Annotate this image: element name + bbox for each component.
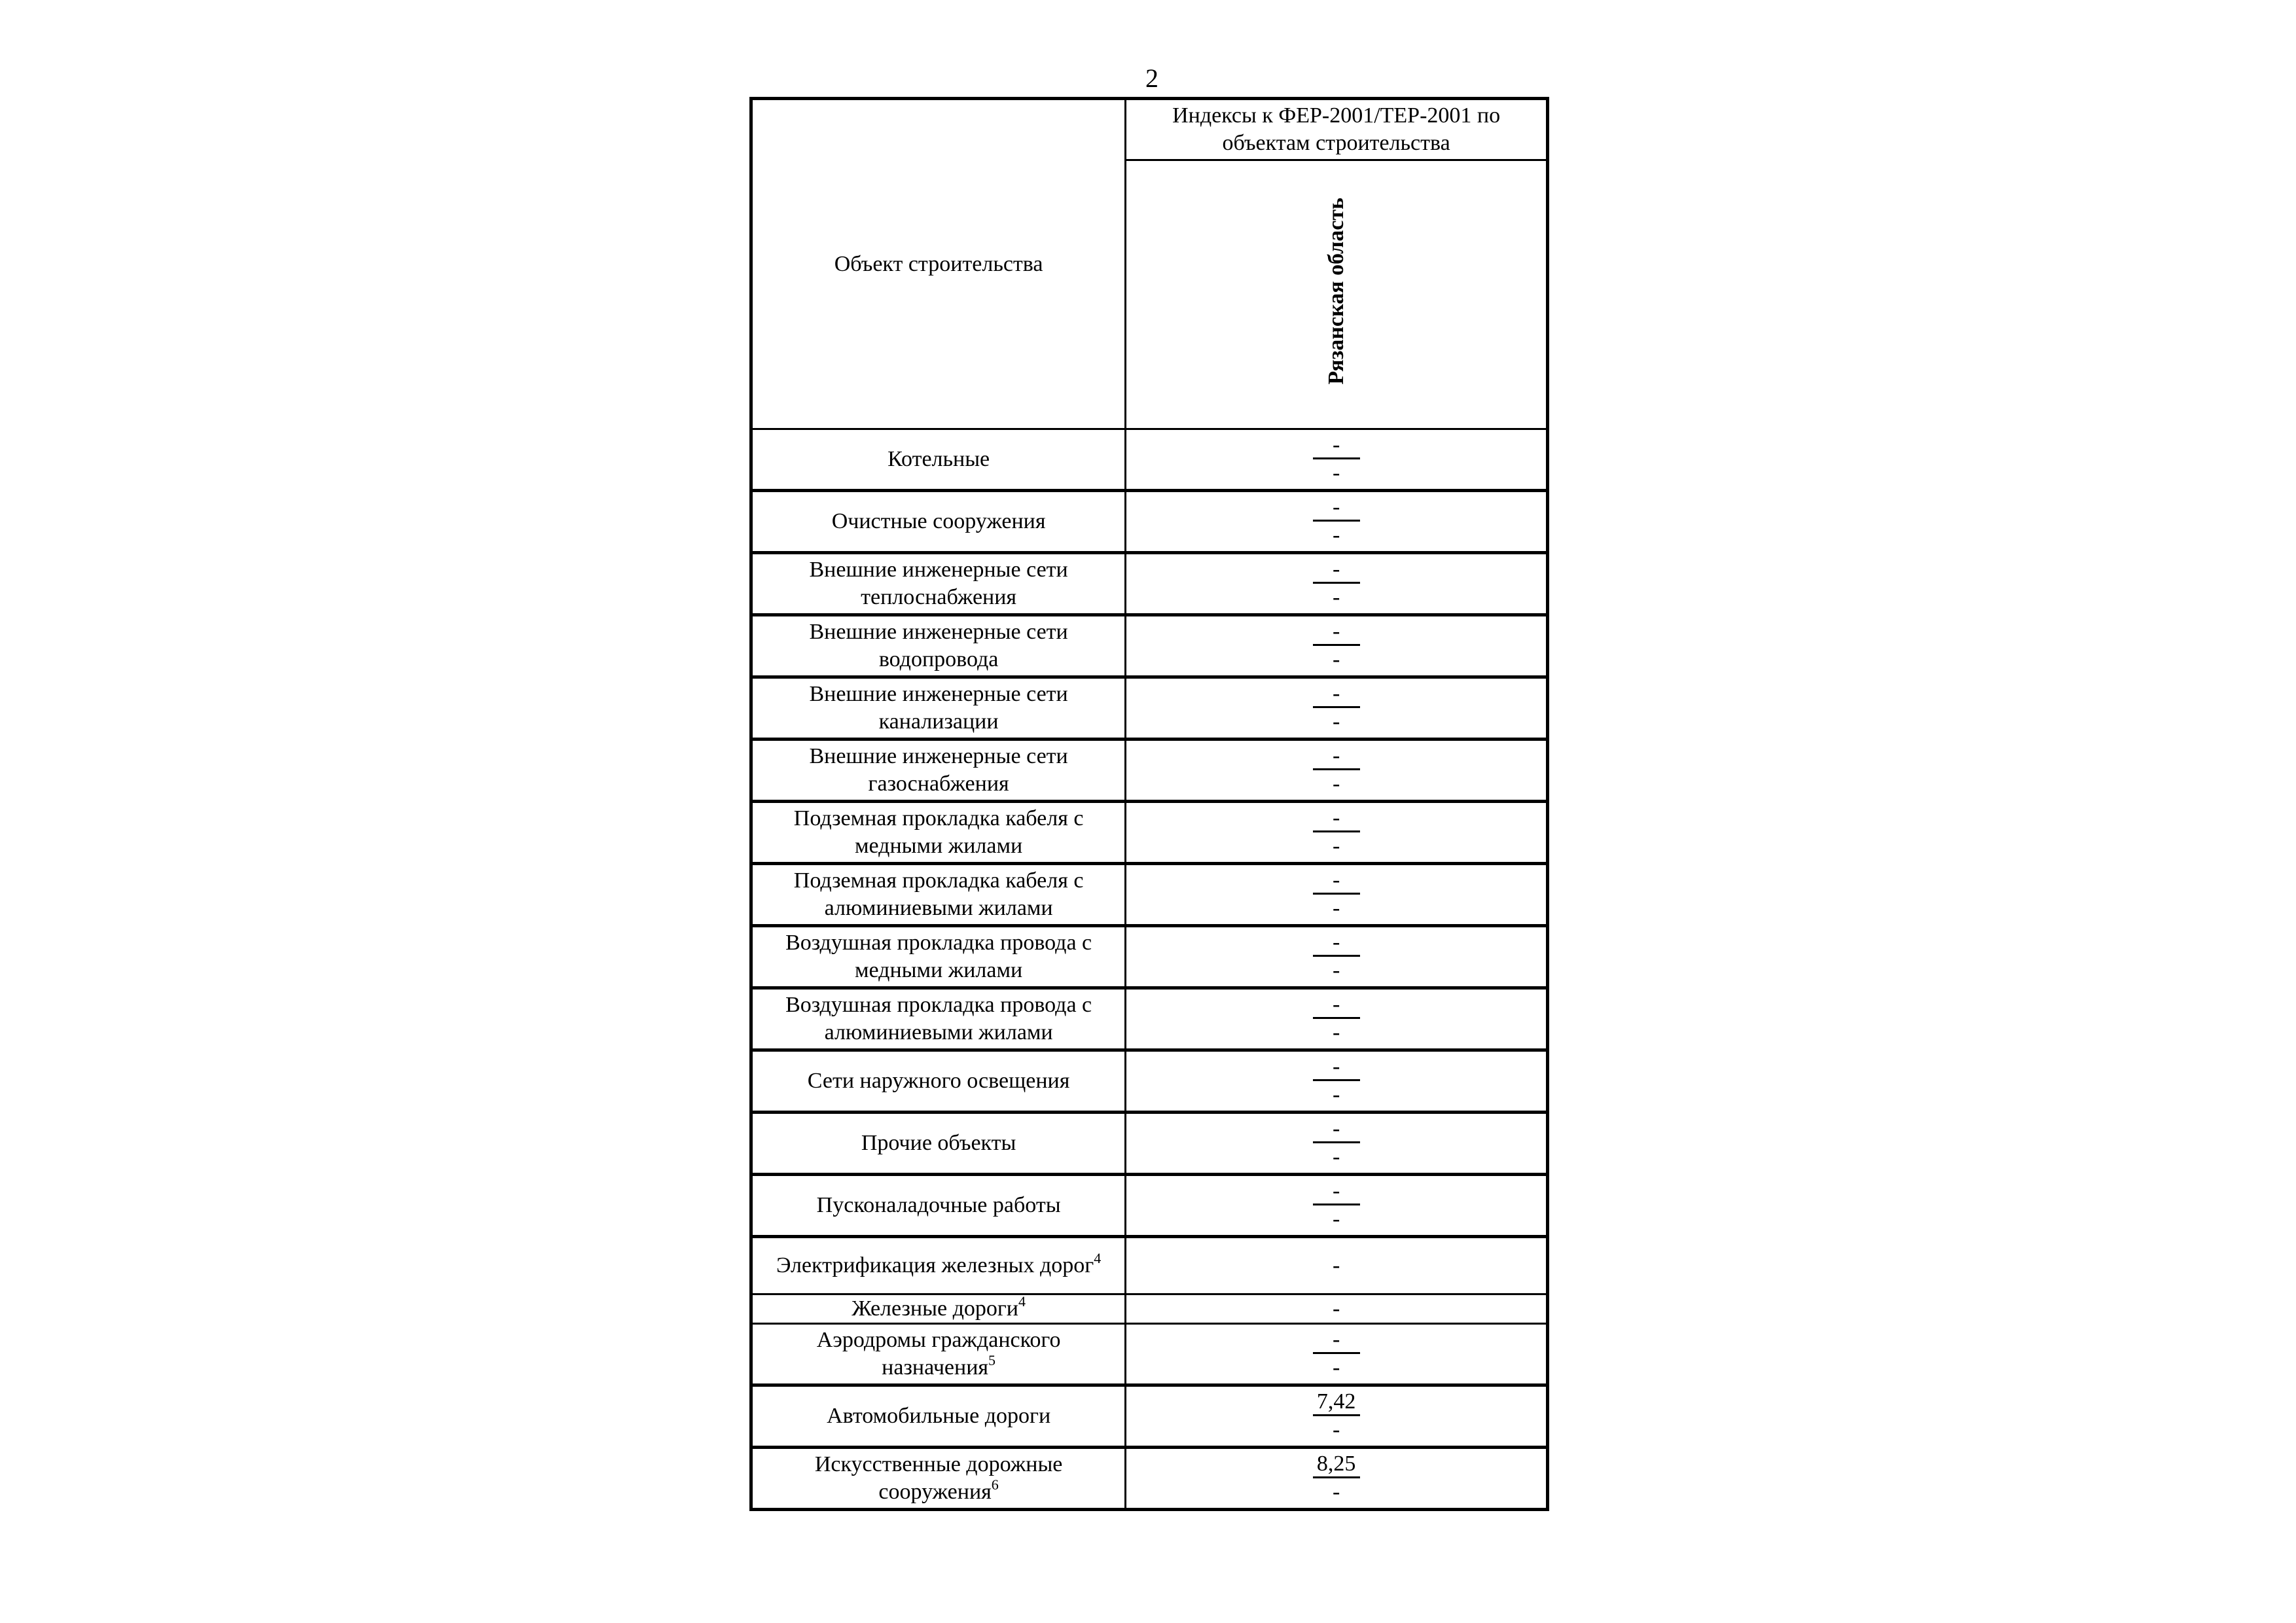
page-number: 2	[1145, 63, 1158, 93]
footnote-marker: 4	[1018, 1293, 1026, 1310]
index-fraction	[1313, 1179, 1360, 1233]
index-numerator: -	[1313, 806, 1360, 832]
index-fraction	[1313, 868, 1360, 922]
index-fraction	[1313, 495, 1360, 549]
index-value-cell	[1126, 1448, 1548, 1510]
table-row	[751, 1448, 1548, 1510]
object-name-cell	[751, 1113, 1126, 1175]
index-value-cell	[1126, 615, 1548, 677]
index-value: -	[1332, 1253, 1340, 1277]
index-fraction	[1313, 1452, 1360, 1506]
index-numerator: 8,25	[1313, 1452, 1360, 1478]
table-row	[751, 1324, 1548, 1385]
object-name-cell	[751, 553, 1126, 615]
index-value-cell	[1126, 491, 1548, 553]
index-value-cell	[1126, 429, 1548, 491]
table-row	[751, 677, 1548, 740]
index-denominator: -	[1332, 895, 1340, 920]
index-value-cell	[1126, 740, 1548, 802]
object-name: Воздушная прокладка провода с медными жилами	[785, 931, 1092, 982]
footnote-marker: 4	[1094, 1250, 1102, 1266]
index-denominator: -	[1332, 1417, 1340, 1442]
index-value-cell	[1126, 1385, 1548, 1448]
object-name-cell	[751, 1050, 1126, 1113]
table-row	[751, 1113, 1548, 1175]
object-name: Котельные	[888, 447, 990, 471]
index-numerator: -	[1313, 557, 1360, 584]
index-numerator: -	[1313, 433, 1360, 459]
index-fraction	[1313, 930, 1360, 984]
index-value-cell	[1126, 1324, 1548, 1385]
index-fraction	[1313, 681, 1360, 736]
object-name-cell	[751, 491, 1126, 553]
table-row	[751, 1294, 1548, 1324]
index-numerator: -	[1313, 1179, 1360, 1205]
index-denominator: -	[1332, 1144, 1340, 1169]
index-denominator: -	[1332, 460, 1340, 485]
table-row	[751, 740, 1548, 802]
index-value-cell	[1126, 802, 1548, 864]
index-fraction	[1313, 743, 1360, 798]
object-name-cell	[751, 429, 1126, 491]
object-name: Электрификация железных дорог	[776, 1253, 1094, 1277]
object-name-cell	[751, 615, 1126, 677]
index-value-cell	[1126, 1294, 1548, 1324]
table-row	[751, 1237, 1548, 1294]
object-name-cell	[751, 1448, 1126, 1510]
object-name: Внешние инженерные сети канализации	[809, 682, 1068, 734]
index-denominator: -	[1332, 522, 1340, 547]
table-row	[751, 1175, 1548, 1237]
index-numerator: -	[1313, 992, 1360, 1019]
index-value: -	[1332, 1296, 1340, 1321]
region-label: Рязанская область	[1323, 197, 1348, 385]
index-denominator: -	[1332, 771, 1340, 796]
table-row	[751, 615, 1548, 677]
index-value-cell	[1126, 864, 1548, 926]
index-numerator: 7,42	[1313, 1389, 1360, 1416]
table-header	[751, 99, 1548, 429]
object-name: Пусконаладочные работы	[816, 1193, 1061, 1217]
index-value-cell	[1126, 1113, 1548, 1175]
table-row	[751, 1385, 1548, 1448]
table-row	[751, 864, 1548, 926]
object-name-cell	[751, 1385, 1126, 1448]
object-name-cell	[751, 926, 1126, 988]
index-denominator: -	[1332, 647, 1340, 671]
index-denominator: -	[1332, 1479, 1340, 1504]
index-numerator: -	[1313, 1116, 1360, 1143]
index-fraction	[1313, 806, 1360, 860]
index-value-cell	[1126, 1050, 1548, 1113]
index-denominator: -	[1332, 957, 1340, 982]
index-fraction	[1313, 619, 1360, 673]
object-name: Автомобильные дороги	[827, 1404, 1051, 1428]
index-value-cell	[1126, 1237, 1548, 1294]
object-name-cell	[751, 802, 1126, 864]
table-body	[751, 429, 1548, 1510]
footnote-marker: 5	[988, 1352, 996, 1368]
index-denominator: -	[1332, 1355, 1340, 1380]
object-name: Подземная прокладка кабеля с алюминиевыми жилами	[793, 868, 1084, 920]
index-value-cell	[1126, 988, 1548, 1050]
table-row	[751, 926, 1548, 988]
index-numerator: -	[1313, 1327, 1360, 1354]
index-denominator: -	[1332, 1082, 1340, 1107]
index-group-header: Индексы к ФЕР-2001/ТЕР-2001 по объектам строительства	[1126, 99, 1548, 160]
object-name-cell	[751, 864, 1126, 926]
table-row	[751, 988, 1548, 1050]
object-name: Очистные сооружения	[831, 509, 1046, 533]
index-value-cell	[1126, 926, 1548, 988]
index-value-cell	[1126, 553, 1548, 615]
object-name-cell	[751, 740, 1126, 802]
index-numerator: -	[1313, 495, 1360, 522]
index-fraction	[1313, 1327, 1360, 1382]
index-value-cell	[1126, 677, 1548, 740]
object-name-cell	[751, 988, 1126, 1050]
object-name: Железные дороги	[852, 1296, 1019, 1321]
index-value-cell	[1126, 1175, 1548, 1237]
index-numerator: -	[1313, 743, 1360, 770]
construction-index-table	[749, 97, 1549, 1511]
index-numerator: -	[1313, 868, 1360, 895]
index-fraction	[1313, 557, 1360, 611]
object-column-header: Объект строительства	[751, 99, 1126, 429]
object-name: Воздушная прокладка провода с алюминиевыми жилами	[785, 993, 1092, 1044]
object-name-cell	[751, 1237, 1126, 1294]
index-fraction	[1313, 1054, 1360, 1109]
index-denominator: -	[1332, 1206, 1340, 1231]
index-denominator: -	[1332, 584, 1340, 609]
object-name-cell	[751, 1324, 1126, 1385]
object-name-cell	[751, 1175, 1126, 1237]
object-name-cell	[751, 1294, 1126, 1324]
footnote-marker: 6	[991, 1476, 999, 1493]
index-numerator: -	[1313, 619, 1360, 646]
index-denominator: -	[1332, 833, 1340, 858]
object-name: Внешние инженерные сети газоснабжения	[809, 744, 1068, 796]
index-numerator: -	[1313, 681, 1360, 708]
object-name: Внешние инженерные сети водопровода	[809, 620, 1068, 671]
table-row	[751, 802, 1548, 864]
index-fraction	[1313, 1116, 1360, 1171]
table-row	[751, 553, 1548, 615]
object-name: Внешние инженерные сети теплоснабжения	[809, 558, 1068, 609]
table-row	[751, 429, 1548, 491]
index-fraction	[1313, 1389, 1360, 1444]
table-row	[751, 1050, 1548, 1113]
region-column-header	[1126, 160, 1548, 429]
object-name: Сети наружного освещения	[807, 1069, 1070, 1093]
object-name-cell	[751, 677, 1126, 740]
object-name: Аэродромы гражданского назначения	[816, 1328, 1061, 1380]
index-denominator: -	[1332, 1020, 1340, 1044]
index-denominator: -	[1332, 709, 1340, 734]
object-name: Прочие объекты	[861, 1131, 1016, 1155]
table-row	[751, 491, 1548, 553]
index-numerator: -	[1313, 930, 1360, 957]
index-fraction	[1313, 433, 1360, 487]
index-fraction	[1313, 992, 1360, 1046]
object-name: Искусственные дорожные сооружения	[814, 1452, 1063, 1504]
object-name: Подземная прокладка кабеля с медными жилами	[793, 806, 1084, 858]
index-numerator: -	[1313, 1054, 1360, 1081]
